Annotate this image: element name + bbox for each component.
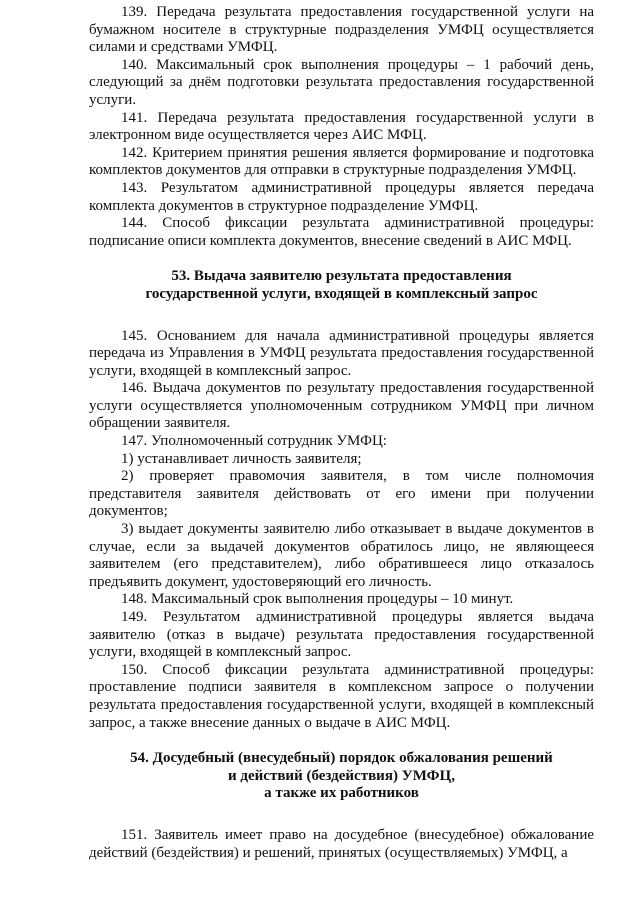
paragraph-140: 140. Максимальный срок выполнения процедуры – 1 рабочий день, следующий за днём подготовки результата предоставления государственной услуги. [89,56,594,108]
section-53-title-line1: 53. Выдача заявителю результата предоставления [171,268,512,285]
paragraph-144: 144. Способ фиксации результата административной процедуры: подписание описи комплекта документов, внесение сведений в АИС МФЦ. [89,215,594,249]
paragraph-141: 141. Передача результата предоставления государственной услуги в электронном виде осуществляется через АИС МФЦ. [89,109,594,144]
section-54-heading [89,750,594,803]
paragraph-142: 142. Критерием принятия решения является формирование и подготовка комплектов документов для отправки в структурные подразделения УМФЦ. [89,144,594,179]
section-54-title-line1: 54. Досудебный (внесудебный) порядок обжалования решений [130,750,553,767]
paragraph-148: 148. Максимальный срок выполнения процедуры – 10 минут. [121,591,514,608]
list-item-3: 3) выдает документы заявителю либо отказывает в выдаче документов в случае, если за выдачей документов обратилось лицо, не являющееся заявителем (его представителем), либо обратившееся лицо отказалось предъявить документ, удостоверяющий его личность. [89,521,594,590]
list-item-2: 2) проверяет правомочия заявителя, в том числе полномочия представителя заявителя действовать от его имени при получении документов; [89,468,594,520]
paragraph-147: 147. Уполномоченный сотрудник УМФЦ: [121,433,387,450]
section-53-heading [89,268,594,303]
section-54-title-line2: и действий (бездействия) УМФЦ, [228,767,455,784]
document-page [89,4,594,862]
paragraph-139: 139. Передача результата предоставления государственной услуги на бумажном носителе в структурные подразделения УМФЦ осуществляется силами и средствами УМФЦ. [89,4,594,56]
paragraph-143: 143. Результатом административной процедуры является передача комплекта документов в структурное подразделение УМФЦ. [89,179,594,214]
paragraph-145: 145. Основанием для начала административной процедуры является передача из Управления в УМФЦ результата предоставления государственной услуги, входящей в комплексный запрос. [89,327,594,379]
paragraph-146: 146. Выдача документов по результату предоставления государственной услуги осуществляется уполномоченным сотрудником УМФЦ при личном обращении заявителя. [89,380,594,432]
list-item-1: 1) устанавливает личность заявителя; [121,450,362,467]
paragraph-150: 150. Способ фиксации результата административной процедуры: проставление подписи заявителя в комплексном запросе о получении результата предоставления государственной услуги, входящей в комплексный запрос, а также внесение данных о выдаче в АИС МФЦ. [89,661,594,731]
section-53-title-line2: государственной услуги, входящей в комплексный запрос [145,285,538,302]
paragraph-151: 151. Заявитель имеет право на досудебное (внесудебное) обжалование действий (бездействия) и решений, принятых (осуществляемых) УМФЦ, а [89,826,594,861]
paragraph-149: 149. Результатом административной процедуры является выдача заявителю (отказ в выдаче) результата предоставления государственной услуги, входящей в комплексный запрос. [89,609,594,661]
section-54-title-line3: а также их работников [264,785,419,802]
